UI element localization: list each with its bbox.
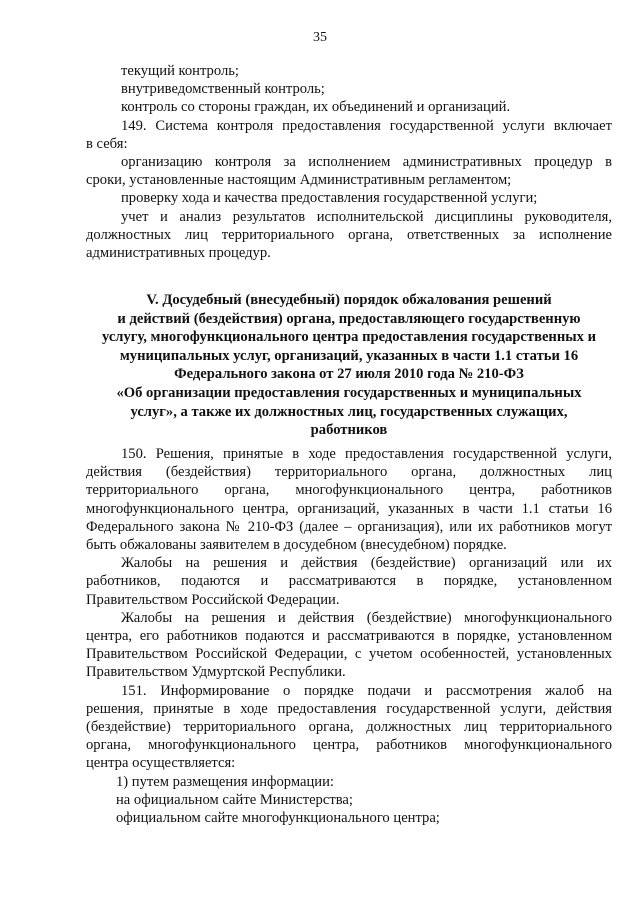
paragraph-line: внутриведомственный контроль; (121, 81, 325, 98)
paragraph-line: работников, подаются и рассматриваются в порядке, установленном (86, 573, 612, 590)
paragraph-line: официальном сайте многофункционального центра; (116, 810, 440, 827)
section-heading (86, 291, 612, 440)
paragraph-line: территориального органа, многофункционального центра, работников (86, 482, 612, 499)
paragraph-line: проверку хода и качества предоставления государственной услуги; (121, 190, 538, 207)
heading-line: услугу, многофункционального центра предоставления государственных и (101, 329, 596, 346)
paragraph-line: центра осуществляется: (86, 755, 236, 772)
paragraph-line: 1) путем размещения информации: (116, 773, 334, 790)
paragraph-line: Правительством Удмуртской Республики. (86, 664, 346, 681)
paragraph-line: административных процедур. (86, 245, 271, 262)
paragraph-line: текущий контроль; (121, 63, 239, 79)
heading-line: Федерального закона от 27 июля 2010 года № 210-ФЗ (174, 366, 524, 383)
paragraph-line: 151. Информирование о порядке подачи и рассмотрения жалоб на (121, 682, 612, 699)
heading-line: и действий (бездействия) органа, предоставляющего государственную (117, 310, 581, 327)
text-block-appeals (86, 445, 612, 827)
paragraph-line: Жалобы на решения и действия (бездействие) многофункционального (121, 609, 612, 626)
text-block-control (86, 62, 612, 262)
paragraph-line: (бездействие) территориального органа, должностных лиц территориального (86, 719, 612, 736)
paragraph-line: многофункционального центра, организаций, указанных в части 1.1 статьи 16 (86, 500, 612, 517)
paragraph-line: центра, его работников подаются и рассматриваются в порядке, установленном (86, 628, 612, 645)
heading-line: «Об организации предоставления государственных и муниципальных (116, 384, 582, 401)
paragraph-line: быть обжалованы заявителем в досудебном (внесудебном) порядке. (86, 537, 507, 554)
paragraph-line: сроки, установленные настоящим Административным регламентом; (86, 172, 512, 189)
paragraph-line: 149. Система контроля предоставления государственной услуги включает (121, 117, 612, 134)
paragraph-line: учет и анализ результатов исполнительской дисциплины руководителя, (121, 208, 612, 225)
paragraph-line: органа, многофункционального центра, работников многофункционального (86, 737, 612, 754)
paragraph-line: Правительством Российской Федерации, с учетом особенностей, установленных (86, 646, 612, 663)
paragraph-line: решения, принятые в ходе предоставления государственной услуги, действия (86, 700, 612, 717)
paragraph-line: контроль со стороны граждан, их объединений и организаций. (121, 99, 511, 116)
paragraph-line: Федерального закона № 210-ФЗ (далее – организация), или их работников могут (86, 518, 612, 535)
paragraph-line: Жалобы на решения и действия (бездействие) организаций или их (121, 555, 612, 572)
paragraph-line: действия (бездействия) территориального органа, должностных лиц (86, 464, 612, 481)
paragraph-line: на официальном сайте Министерства; (116, 791, 353, 808)
heading-line: работников (310, 422, 388, 439)
paragraph-line: Правительством Российской Федерации. (86, 591, 340, 608)
heading-line: муниципальных услуг, организаций, указанных в части 1.1 статьи 16 (119, 347, 579, 364)
paragraph-line: 150. Решения, принятые в ходе предоставления государственной услуги, (121, 446, 612, 462)
paragraph-line: должностных лиц территориального органа, ответственных за исполнение (86, 226, 612, 243)
paragraph-line: в себя: (86, 135, 128, 152)
paragraph-line: организацию контроля за исполнением административных процедур в (121, 154, 612, 171)
page-number: 35 (313, 30, 327, 45)
heading-line: услуг», а также их должностных лиц, государственных служащих, (130, 403, 568, 420)
heading-line: V. Досудебный (внесудебный) порядок обжалования решений (146, 292, 552, 308)
